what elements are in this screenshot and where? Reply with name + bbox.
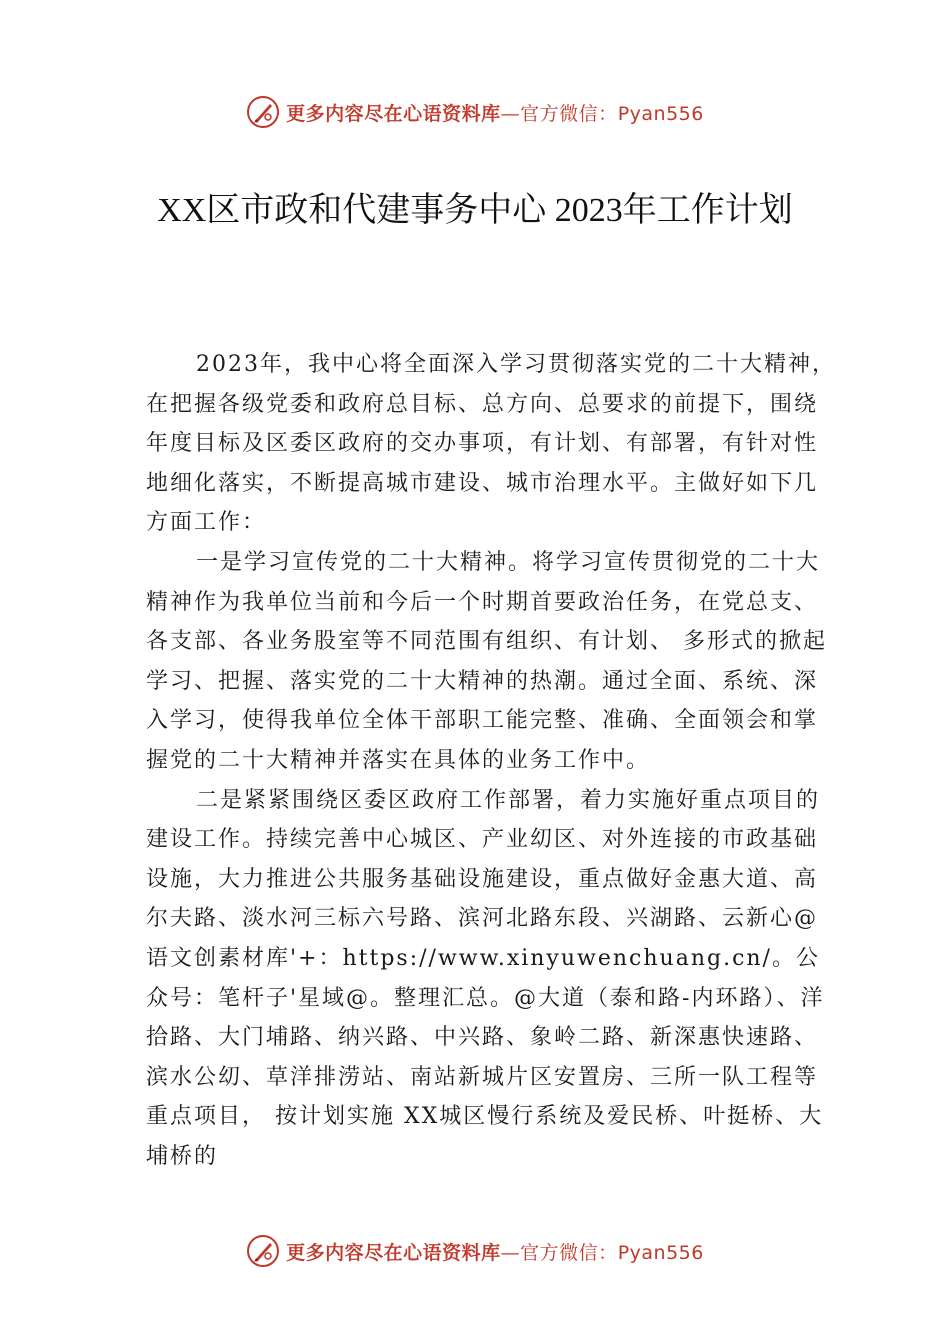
banner-brand: 更多内容尽在心语资料库 [286,1241,501,1264]
banner-text [286,99,704,126]
footer-banner [0,1234,950,1268]
header-banner [0,95,950,129]
banner-wechat-label: 官方微信： [520,1241,618,1264]
paragraph-item-2: 二是紧紧围绕区委区政府工作部署，着力实施好重点项目的建设工作。持续完善中心城区、产业㓜区、对外连接的市政基础设施，大力推进公共服务基础设施建设，重点做好金惠大道、高尔夫路、淡水河三标六号路、滨河北路东段、兴湖路、云新心@语文创素材库'+：https://www.xinyuwenchuang.cn/。公众号：笔杆子'星域@。整理汇总。@大道（泰和路-内环路）、洋拾路、大门埔路、纳兴路、中兴路、象岭二路、新深惠快速路、滨水公㓜、草洋排涝站、南站新城片区安置房、三所一队工程等重点项目， 按计划实施 XX城区慢行系统及爱民桥、叶挺桥、大埔桥的 [146,787,825,1169]
banner-text [286,1238,704,1265]
document-body [146,345,836,1176]
banner-brand: 更多内容尽在心语资料库 [286,102,501,125]
document-title: XX区市政和代建事务中心 2023年工作计划 [157,192,793,229]
banner-wechat-account: Pyan556 [617,102,704,125]
banner-separator: — [500,102,521,125]
banner-wechat-account: Pyan556 [617,1241,704,1264]
paragraph-item-1: 一是学习宣传党的二十大精神。将学习宣传贯彻党的二十大精神作为我单位当前和今后一个时期首要政治任务，在党总支、各支部、各业务股室等不同范围有组织、有计划、 多形式的掀起学习、把握、落实党的二十大精神的热潮。通过全面、系统、深入学习，使得我单位全体干部职工能完整、准确、全面领会和掌握党的二十大精神并落实在具体的业务工作中。 [146,549,827,773]
banner-separator: — [500,1241,521,1264]
paragraph-intro: 2023年，我中心将全面深入学习贯彻落实党的二十大精神，在把握各级党委和政府总目标、总方向、总要求的前提下，围绕年度目标及区委区政府的交办事项，有计划、有部署，有针对性地细化落实，不断提高城市建设、城市治理水平。主做好如下几方面工作： [146,352,836,536]
quill-pen-logo-icon [246,1234,280,1268]
quill-pen-logo-icon [246,95,280,129]
banner-wechat-label: 官方微信： [520,102,618,125]
